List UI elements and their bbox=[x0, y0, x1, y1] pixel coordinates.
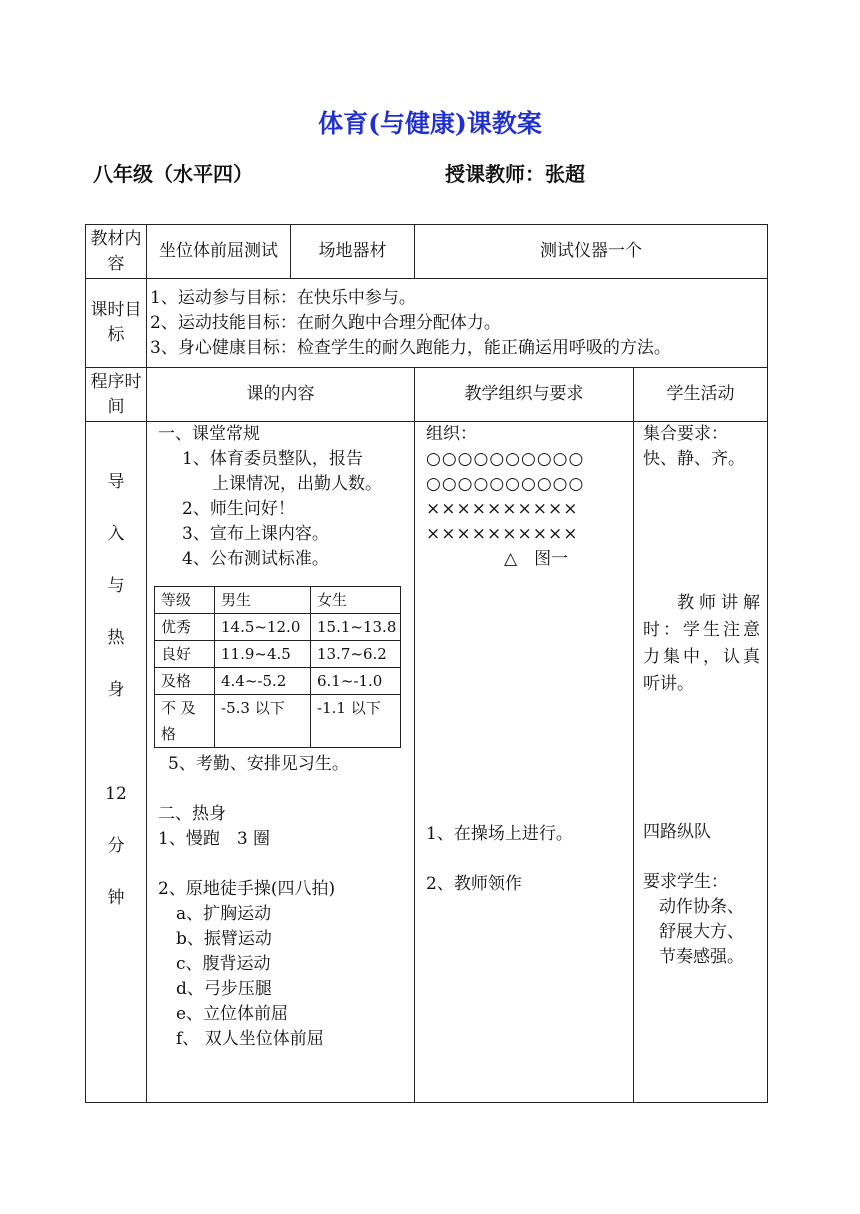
organization-requirements bbox=[415, 422, 634, 1103]
phase-char: 分 bbox=[107, 836, 125, 856]
phase-char: 身 bbox=[107, 680, 125, 700]
activity-require: 舒展大方、 bbox=[659, 922, 744, 942]
formation-row: ○○○○○○○○○○ bbox=[426, 449, 585, 469]
org-title: 组织： bbox=[426, 424, 477, 444]
phase-char: 热 bbox=[107, 628, 125, 648]
procedure-time-label: 程序时间 bbox=[86, 368, 147, 422]
activity-gather: 快、静、齐。 bbox=[643, 449, 745, 469]
std-male: 14.5~12.0 bbox=[215, 614, 311, 641]
exercise-item: f、 双人坐位体前屈 bbox=[176, 1029, 324, 1049]
exercise-item: c、腹背运动 bbox=[176, 954, 271, 974]
test-standards-table bbox=[154, 586, 401, 748]
routine-item: 3、宣布上课内容。 bbox=[182, 524, 329, 544]
phase-char: 钟 bbox=[107, 888, 125, 908]
exercise-item: a、扩胸运动 bbox=[176, 904, 272, 924]
venue-equipment: 测试仪器一个 bbox=[415, 225, 768, 279]
std-female: 15.1~13.8 bbox=[311, 614, 401, 641]
std-header: 等级 bbox=[155, 587, 215, 614]
std-male: 11.9~4.5 bbox=[215, 641, 311, 668]
activity-require: 节奏感强。 bbox=[659, 947, 744, 967]
std-female: 13.7~6.2 bbox=[311, 641, 401, 668]
std-female: -1.1 以下 bbox=[311, 695, 401, 748]
content-header: 课的内容 bbox=[147, 368, 415, 422]
teacher-name: 授课教师：张超 bbox=[445, 162, 585, 186]
goal-item: 3、身心健康目标：检查学生的耐久跑能力，能正确运用呼吸的方法。 bbox=[150, 337, 671, 358]
routine-item: 4、公布测试标准。 bbox=[182, 549, 329, 569]
material-content: 坐位体前屈测试 bbox=[147, 225, 291, 279]
exercise-item: d、弓步压腿 bbox=[176, 979, 272, 999]
formation-row: ×××××××××× bbox=[426, 499, 579, 519]
formation-figure-caption: △ 图一 bbox=[504, 549, 569, 569]
phase-char: 导 bbox=[107, 472, 125, 492]
org-item: 2、教师领作 bbox=[426, 874, 522, 894]
warmup-title: 二、热身 bbox=[158, 804, 226, 824]
venue-label: 场地器材 bbox=[291, 225, 415, 279]
activity-require: 要求学生： bbox=[643, 872, 728, 892]
formation-row: ○○○○○○○○○○ bbox=[426, 474, 585, 494]
phase-char bbox=[89, 716, 143, 768]
std-male: -5.3 以下 bbox=[215, 695, 311, 748]
goals-label: 课时目标 bbox=[86, 279, 147, 368]
std-male: 4.4~-5.2 bbox=[215, 668, 311, 695]
activity-listen: 教师讲解时：学生注意力集中，认真听讲。 bbox=[643, 593, 760, 694]
phase-char: 与 bbox=[107, 576, 125, 596]
exercise-title: 2、原地徒手操(四八拍) bbox=[158, 879, 336, 899]
std-grade: 优秀 bbox=[155, 614, 215, 641]
warmup-jog: 1、慢跑 3 圈 bbox=[158, 829, 271, 849]
activity-require: 动作协条、 bbox=[659, 897, 744, 917]
routine-item: 上课情况，出勤人数。 bbox=[212, 474, 382, 494]
student-activities bbox=[634, 422, 768, 1103]
goal-item: 1、运动参与目标：在快乐中参与。 bbox=[150, 287, 416, 308]
activity-column: 四路纵队 bbox=[643, 822, 711, 842]
std-female: 6.1~-1.0 bbox=[311, 668, 401, 695]
routine-title: 一、课堂常规 bbox=[158, 424, 260, 444]
grade-level: 八年级（水平四） bbox=[93, 162, 253, 186]
formation-row: ×××××××××× bbox=[426, 524, 579, 544]
exercise-item: b、振臂运动 bbox=[176, 929, 272, 949]
lesson-plan-title: 体育(与健康)课教案 bbox=[318, 109, 542, 138]
routine-item: 2、师生问好！ bbox=[182, 499, 295, 519]
phase-char: 入 bbox=[107, 524, 125, 544]
activity-gather: 集合要求： bbox=[643, 424, 728, 444]
student-activity-header: 学生活动 bbox=[634, 368, 768, 422]
org-item: 1、在操场上进行。 bbox=[426, 824, 573, 844]
std-header: 男生 bbox=[215, 587, 311, 614]
lesson-content bbox=[147, 422, 415, 1103]
std-grade: 不 及 格 bbox=[155, 695, 215, 748]
exercise-item: e、立位体前屈 bbox=[176, 1004, 289, 1024]
organization-header: 教学组织与要求 bbox=[415, 368, 634, 422]
phase-duration: 12 bbox=[105, 784, 127, 804]
std-grade: 及格 bbox=[155, 668, 215, 695]
routine-item: 5、考勤、安排见习生。 bbox=[168, 754, 349, 774]
material-label: 教材内容 bbox=[86, 225, 147, 279]
lesson-goals bbox=[147, 279, 768, 368]
goal-item: 2、运动技能目标：在耐久跑中合理分配体力。 bbox=[150, 312, 501, 333]
routine-item: 1、体育委员整队，报告 bbox=[182, 449, 363, 469]
std-header: 女生 bbox=[311, 587, 401, 614]
std-grade: 良好 bbox=[155, 641, 215, 668]
lesson-plan-table bbox=[85, 224, 768, 1103]
phase-label bbox=[86, 422, 147, 1103]
